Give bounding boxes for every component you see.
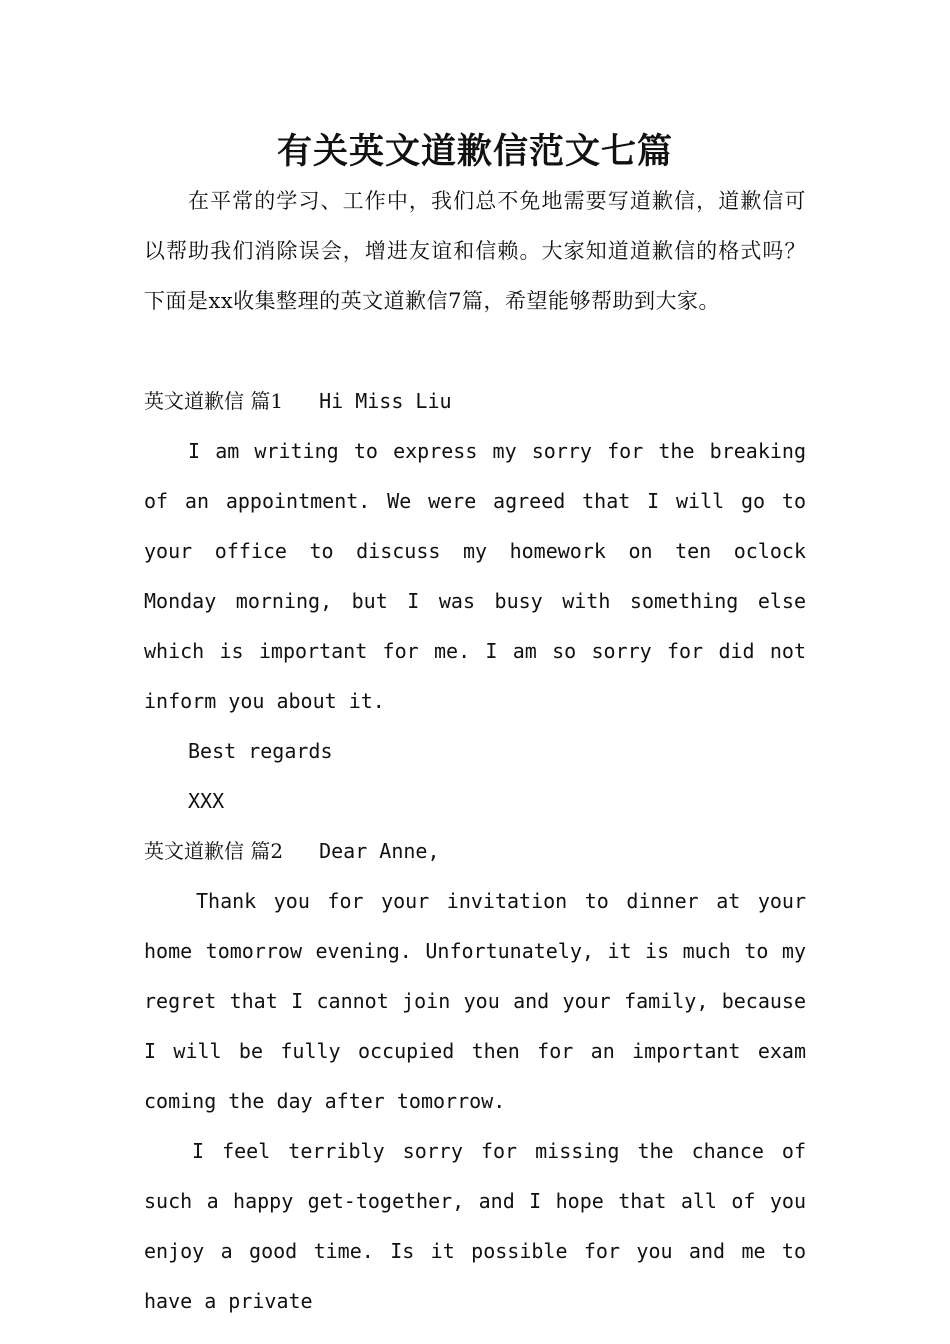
- letter-1-heading-line: [144, 376, 806, 426]
- spacer: [144, 326, 806, 376]
- intro-paragraph: 在平常的学习、工作中，我们总不免地需要写道歉信，道歉信可以帮助我们消除误会，增进友谊和信赖。大家知道道歉信的格式吗？下面是xx收集整理的英文道歉信7篇，希望能够帮助到大家。: [144, 189, 806, 313]
- letter-2-paragraph-2: I feel terribly sorry for missing the chance of such a happy get-together, and I hope that all of you enjoy a good time. Is it possible for you and me to have a private: [144, 1139, 806, 1313]
- letter-2-heading-line: [144, 826, 806, 876]
- letter-1-greeting: Hi Miss Liu: [319, 389, 452, 413]
- letter-2-heading: 英文道歉信 篇2: [144, 839, 284, 863]
- letter-1-heading: 英文道歉信 篇1: [144, 389, 284, 413]
- letter-2-greeting: Dear Anne,: [319, 839, 440, 863]
- letter-2-paragraph-1: Thank you for your invitation to dinner at your home tomorrow evening. Unfortunately, it is much to my regret that I cannot join you and your family, because I will be fully occupied then for an important exam coming the day after tomorrow.: [144, 889, 806, 1113]
- letter-1-signature: XXX: [188, 789, 225, 813]
- letter-1-closing: Best regards: [188, 739, 333, 763]
- document-title: 有关英文道歉信范文七篇: [276, 132, 673, 172]
- letter-1-paragraph: I am writing to express my sorry for the breaking of an appointment. We were agreed that I will go to your office to discuss my homework on ten oclock Monday morning, but I was busy with something else which is important for me. I am so sorry for did not inform you about it.: [144, 439, 806, 713]
- document-body: [144, 176, 806, 1326]
